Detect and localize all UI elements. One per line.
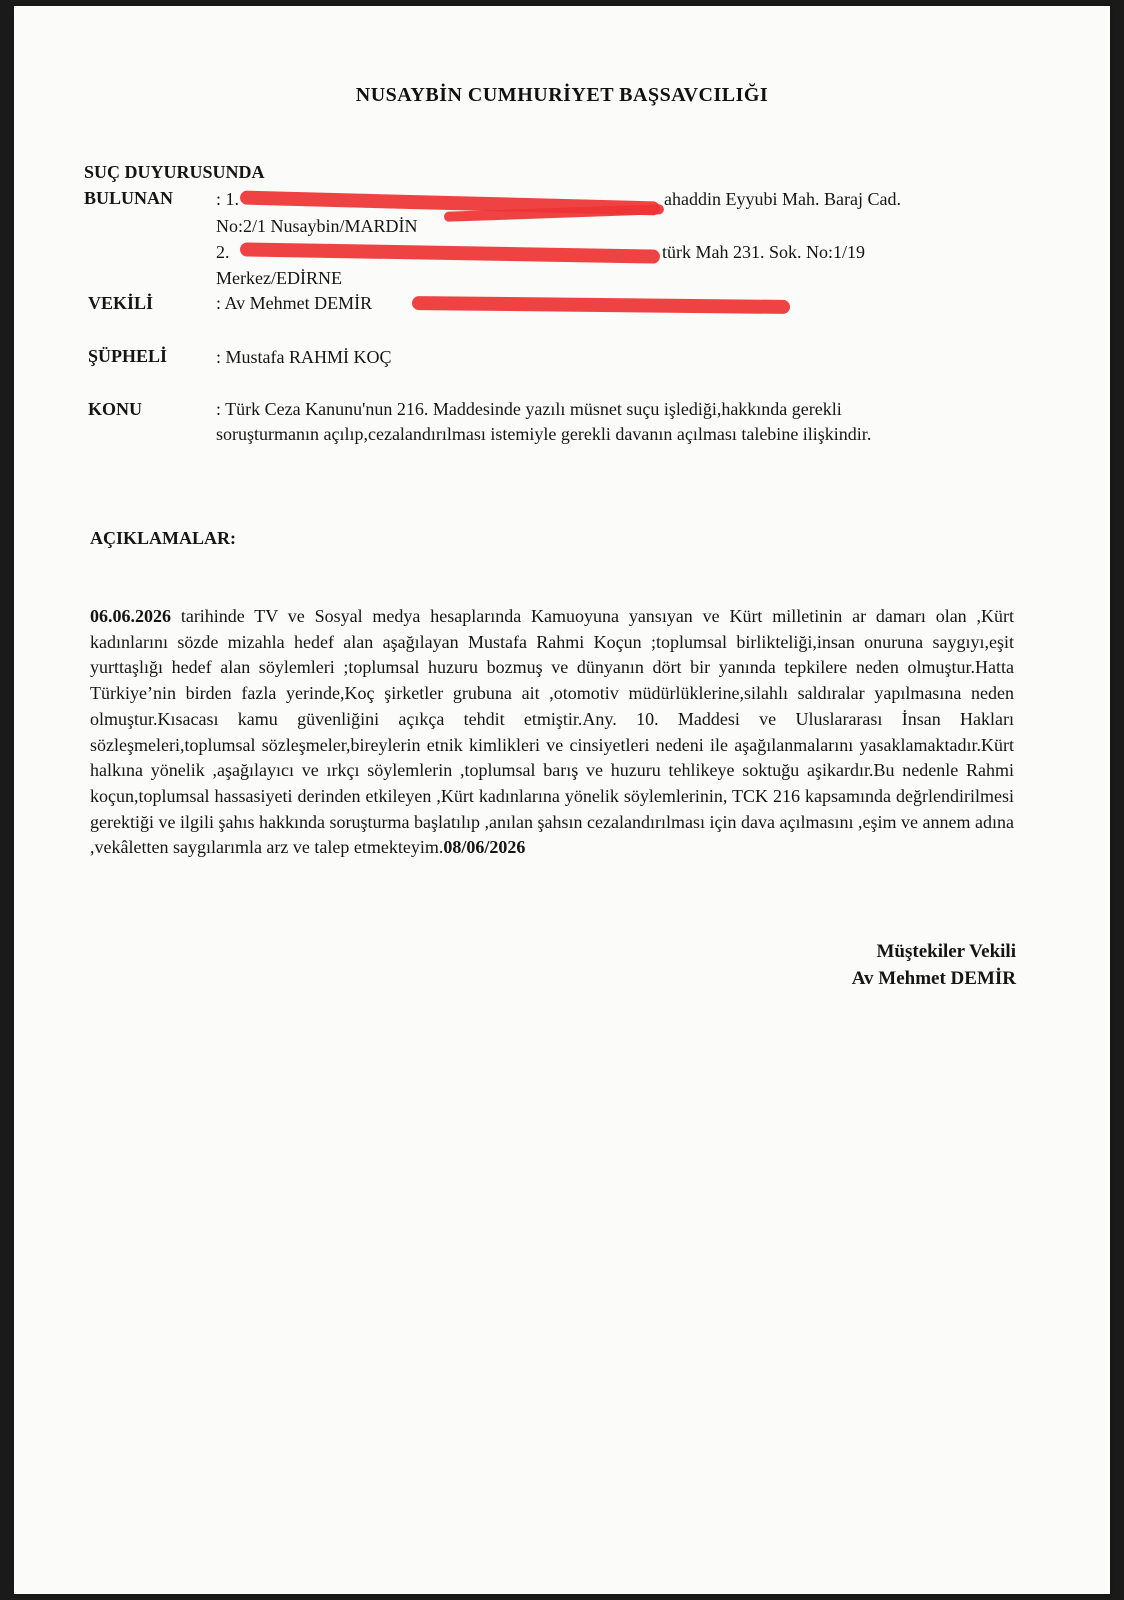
- body-date: 06.06.2026: [90, 606, 171, 626]
- subject-line-2: soruşturmanın açılıp,cezalandırılması istemiyle gerekli davanın açılması talebine ilişkindir.: [216, 424, 872, 444]
- body-text: tarihinde TV ve Sosyal medya hesaplarında Kamuoyuna yansıyan ve Kürt milletinin ar damarı olan ,Kürt kadınlarını sözde mizahla hedef alan aşağılayan Mustafa Rahmi Koçun ;toplumsal birlikteliği,insan onuruna saygıyı,eşit yurttaşlığı hedef alan söylemleri ;toplumsal huzuru bozmuş ve dünyanın dört bir yanında tepkilere neden olmuştur.Hatta Türkiye’nin birden fazla yerinde,Koç şirketler grubuna ait ,otomotiv müdürlüklerine,silahlı saldıralar yapılmasına neden olmuştur.Kısacası kamu güvenliğini açıkça tehdit etmiştir.Any. 10. Maddesi ve Uluslararası İnsan Hakları sözleşmeleri,toplumsal sözleşmeler,bireylerin etnik kimlikleri ve cinsiyetleri nedeni ile aşağılanmalarını yasaklamaktadır.Kürt halkına yönelik ,aşağılayıcı ve ırkçı söylemlerin ,toplumsal barış ve huzuru tehlikeye soktuğu aşikardır.Bu nedenle Rahmi koçun,toplumsal hassasiyeti derinden etkileyen ,Kürt kadınlarına yönelik söylemlerinin, TCK 216 kapsamında değrlendirilmesi gerektiği ve ilgili şahıs hakkında soruşturma başlatılıp ,anılan şahsın cezalandırılması için dava açılmasını ,eşim ve annem adına ,vekâletten saygılarımla arz ve talep etmekteyim.: [90, 606, 1014, 858]
- complainant-1-prefix: : 1.: [216, 189, 240, 209]
- redaction-mark: [240, 242, 660, 263]
- signature-role: Müştekiler Vekili: [876, 941, 1016, 962]
- suspect-value: : Mustafa RAHMİ KOÇ: [216, 347, 392, 367]
- complainant-label-2: BULUNAN: [84, 188, 174, 208]
- redaction-mark: [412, 296, 790, 314]
- complainant-1-address: ahaddin Eyyubi Mah. Baraj Cad.: [664, 189, 901, 209]
- complainant-2-address: türk Mah 231. Sok. No:1/19: [662, 242, 866, 262]
- complainant-2-address-line2: Merkez/EDİRNE: [216, 268, 342, 288]
- signature-name: Av Mehmet DEMİR: [851, 968, 1016, 989]
- body-end-date: 08/06/2026: [443, 837, 526, 858]
- suspect-label: ŞÜPHELİ: [88, 346, 168, 366]
- attorney-label: VEKİLİ: [88, 293, 154, 313]
- subject-line-1: : Türk Ceza Kanunu'nun 216. Maddesinde yazılı müsnet suçu işlediği,hakkında gerekli: [216, 399, 842, 419]
- subject-label: KONU: [88, 399, 142, 419]
- complainant-label: SUÇ DUYURUSUNDA: [84, 162, 265, 182]
- complainant-1-address-line2: No:2/1 Nusaybin/MARDİN: [216, 216, 418, 236]
- complainant-2-prefix: 2.: [216, 242, 230, 262]
- explanations-heading: AÇIKLAMALAR:: [90, 528, 236, 548]
- document-page: [14, 6, 1110, 1594]
- attorney-value: : Av Mehmet DEMİR: [216, 293, 373, 313]
- explanations-body: [90, 604, 1014, 861]
- document-title: NUSAYBİN CUMHURİYET BAŞSAVCILIĞI: [355, 84, 769, 106]
